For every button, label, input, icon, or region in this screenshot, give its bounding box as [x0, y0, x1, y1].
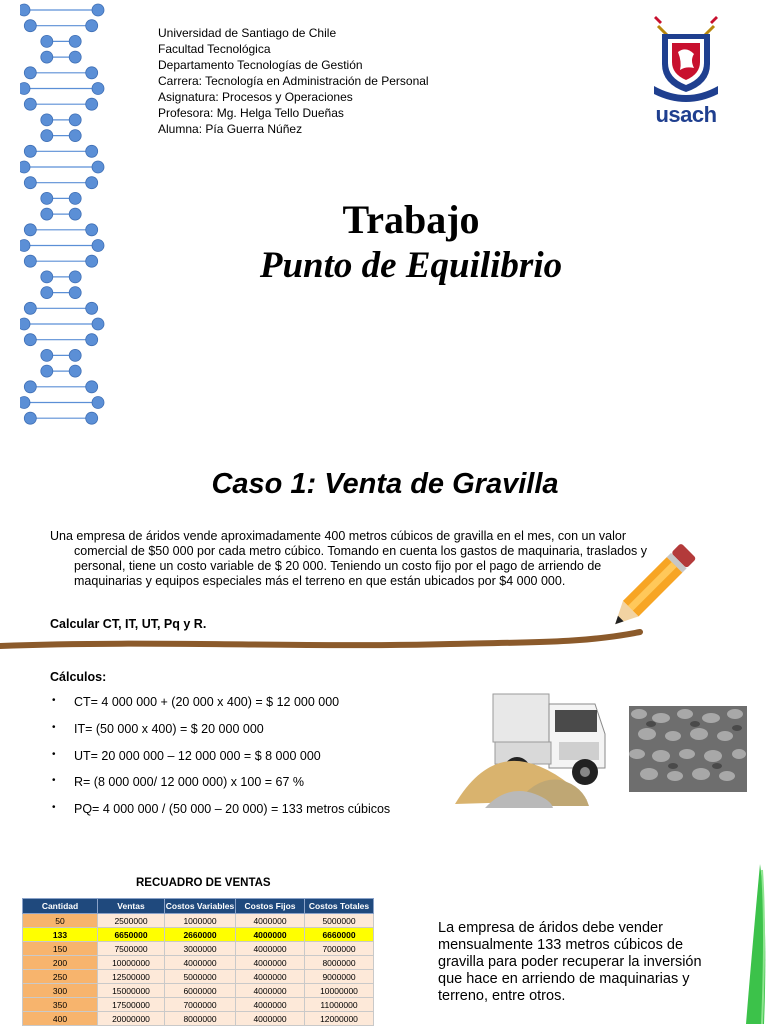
- dna-node: [20, 161, 30, 173]
- dna-node: [24, 67, 36, 79]
- brown-underline: [0, 632, 640, 646]
- dna-node: [41, 130, 53, 142]
- list-item: • UT= 20 000 000 – 12 000 000 = $ 8 000 000: [52, 748, 321, 763]
- dna-node: [69, 114, 81, 126]
- case-prompt: Calcular CT, IT, UT, Pq y R.: [50, 617, 207, 631]
- dna-node: [41, 349, 53, 361]
- dna-node: [24, 98, 36, 110]
- dna-node: [41, 114, 53, 126]
- dna-node: [20, 4, 30, 16]
- case-title: Caso 1: Venta de Gravilla: [211, 468, 559, 500]
- dna-node: [86, 381, 98, 393]
- dna-node: [24, 381, 36, 393]
- dna-node: [24, 302, 36, 314]
- list-item: • PQ= 4 000 000 / (50 000 – 20 000) = 133 metros cúbicos: [52, 802, 391, 817]
- dna-node: [69, 130, 81, 142]
- dna-node: [86, 302, 98, 314]
- case-intro-text: Una empresa de áridos vende aproximadamente 400 metros cúbicos de gravilla en el mes, con un valor comercial de $50 000 por cada metro cúbico. Tomando en cuenta los gastos de maquinaria, traslados y personal, tiene un costo variable de $ 20 000. Teniendo un costo fijo por el pago de arriendo de maquinarias y equipos especiales más el terreno en que están ubicados por $4 000 000.: [50, 529, 648, 588]
- conclusion-text: La empresa de áridos debe vender mensualmente 133 metros cúbicos de gravilla para poder recuperar la inversión que hace en arriendo de maquinarias y terreno, entre otros.: [438, 920, 702, 1004]
- pencil-underline-decoration: [0, 536, 768, 656]
- dna-node: [86, 67, 98, 79]
- header-faculty: Facultad Tecnológica: [158, 42, 271, 56]
- table-row: 300 15000000 6000000 4000000 10000000: [23, 984, 374, 998]
- dna-node: [69, 35, 81, 47]
- column-header-variable-costs: Costos Variables: [165, 899, 236, 914]
- dna-node: [41, 35, 53, 47]
- title-line-2: Punto de Equilibrio: [259, 245, 563, 286]
- dna-node: [86, 177, 98, 189]
- dna-node: [24, 412, 36, 424]
- dna-node: [92, 318, 104, 330]
- column-header-quantity: Cantidad: [23, 899, 98, 914]
- table-row: 250 12500000 5000000 4000000 9000000: [23, 970, 374, 984]
- dna-node: [41, 51, 53, 63]
- bullet-icon: •: [52, 802, 56, 814]
- dna-node: [20, 318, 30, 330]
- column-header-total-costs: Costos Totales: [305, 899, 374, 914]
- dna-node: [86, 412, 98, 424]
- calculations-list: [50, 695, 390, 829]
- dna-node: [41, 365, 53, 377]
- bullet-icon: •: [52, 748, 56, 760]
- header-department: Departamento Tecnologías de Gestión: [158, 58, 363, 72]
- dna-node: [20, 397, 30, 409]
- gravel-image: [629, 706, 747, 792]
- usach-wordmark: usach: [655, 102, 717, 127]
- list-item: • R= (8 000 000/ 12 000 000) x 100 = 67 %: [52, 775, 305, 790]
- table-row: 400 20000000 8000000 4000000 12000000: [23, 1012, 374, 1026]
- dna-node: [24, 145, 36, 157]
- dna-node: [92, 397, 104, 409]
- dna-node: [24, 177, 36, 189]
- usach-logo: [648, 12, 724, 127]
- header-subject: Asignatura: Procesos y Operaciones: [158, 90, 353, 104]
- dna-node: [69, 349, 81, 361]
- list-item: • IT= (50 000 x 400) = $ 20 000 000: [52, 721, 264, 736]
- dna-node: [69, 287, 81, 299]
- dna-node: [86, 145, 98, 157]
- dna-node: [20, 83, 30, 95]
- pencil-icon: [607, 543, 696, 632]
- dna-node: [92, 161, 104, 173]
- dna-node: [86, 20, 98, 32]
- dna-node: [69, 51, 81, 63]
- header-career: Carrera: Tecnología en Administración de Personal: [158, 74, 429, 88]
- table-row: 200 10000000 4000000 4000000 8000000: [23, 956, 374, 970]
- column-header-fixed-costs: Costos Fijos: [236, 899, 305, 914]
- title-line-1: Trabajo: [342, 197, 480, 242]
- table-row-highlighted: 133 6650000 2660000 4000000 6660000: [23, 928, 374, 942]
- bullet-icon: •: [52, 721, 56, 733]
- table-header-row: [23, 899, 374, 914]
- dna-node: [86, 98, 98, 110]
- dna-node: [92, 83, 104, 95]
- dna-node: [92, 4, 104, 16]
- green-leaf-decoration: [738, 860, 768, 1024]
- dna-node: [69, 365, 81, 377]
- usach-shield-icon: [648, 12, 724, 104]
- dna-node: [24, 20, 36, 32]
- column-header-sales: Ventas: [98, 899, 165, 914]
- document-header: [158, 25, 429, 137]
- table-row: 50 2500000 1000000 4000000 5000000: [23, 914, 374, 928]
- header-teacher: Profesora: Mg. Helga Tello Dueñas: [158, 106, 344, 120]
- sales-table-title: RECUADRO DE VENTAS: [136, 877, 271, 889]
- dna-node: [86, 334, 98, 346]
- dna-node: [24, 334, 36, 346]
- dna-node: [41, 287, 53, 299]
- header-student: Alumna: Pía Guerra Núñez: [158, 122, 303, 136]
- dump-truck-image: [455, 688, 615, 810]
- header-university: Universidad de Santiago de Chile: [158, 26, 337, 40]
- bullet-icon: •: [52, 695, 56, 706]
- sales-table: [22, 898, 374, 1026]
- calculations-title: Cálculos:: [50, 670, 107, 684]
- list-item: • CT= 4 000 000 + (20 000 x 400) = $ 12 000 000: [52, 695, 340, 709]
- bullet-icon: •: [52, 775, 56, 787]
- table-row: 350 17500000 7000000 4000000 11000000: [23, 998, 374, 1012]
- table-row: 150 7500000 3000000 4000000 7000000: [23, 942, 374, 956]
